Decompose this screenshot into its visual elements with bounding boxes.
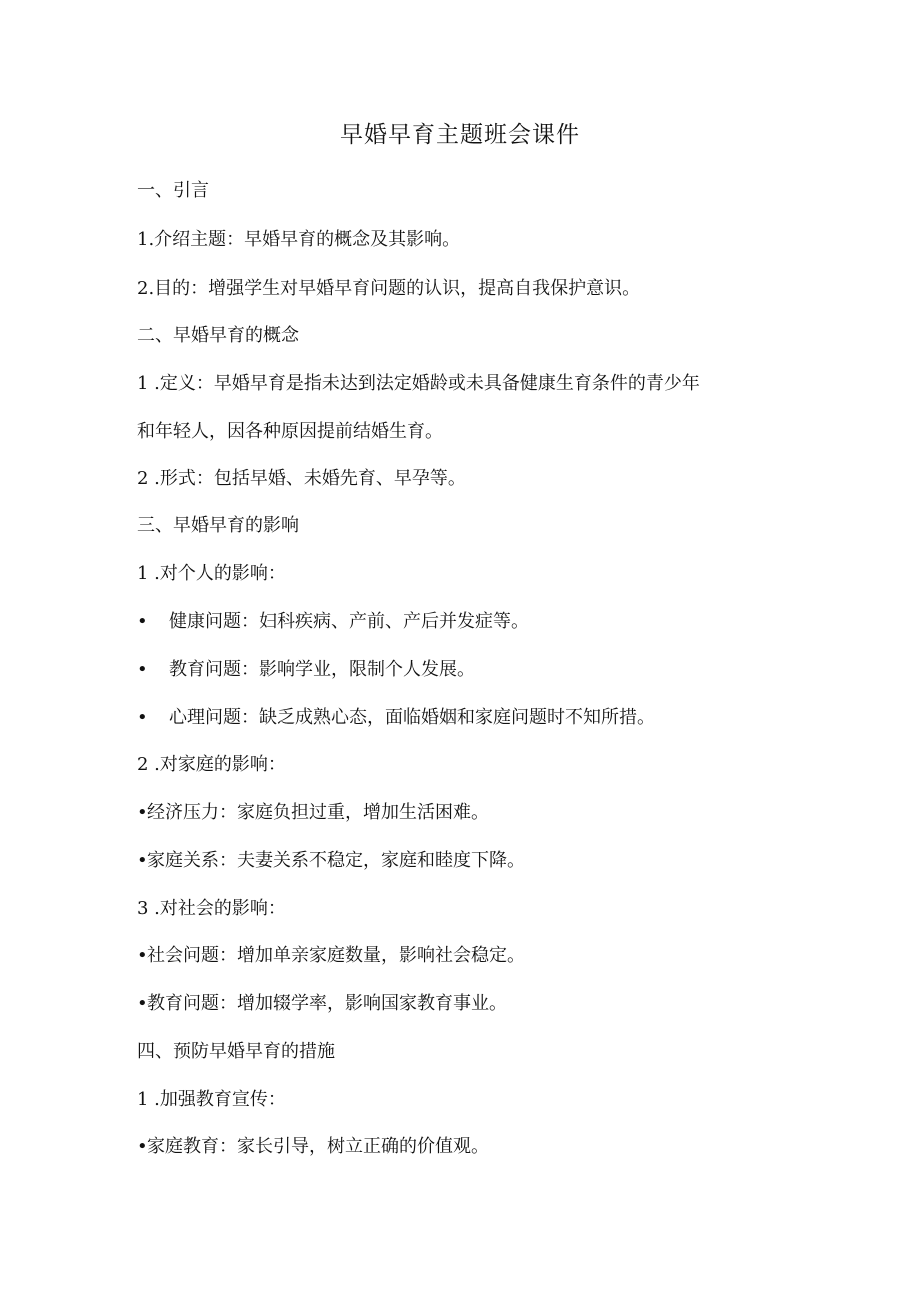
- paragraph-line: 1 .对个人的影响：: [137, 563, 286, 584]
- bullet-icon: •: [137, 802, 148, 823]
- list-item-text: 家庭关系：夫妻关系不稳定，家庭和睦度下降。: [147, 850, 525, 871]
- list-item: [137, 1134, 489, 1160]
- list-item: [137, 943, 525, 969]
- bullet-icon: •: [137, 1136, 148, 1157]
- list-item: [137, 705, 655, 731]
- list-item: [137, 991, 507, 1017]
- paragraph-line: 1.介绍主题：早婚早育的概念及其影响。: [137, 229, 461, 250]
- paragraph-line: 和年轻人，因各种原因提前结婚生育。: [137, 421, 443, 442]
- bullet-icon: •: [137, 611, 148, 632]
- paragraph-line: 3 .对社会的影响：: [137, 898, 286, 919]
- list-item: [137, 609, 529, 635]
- paragraph-line: 2.目的：增强学生对早婚早育问题的认识，提高自我保护意识。: [137, 278, 641, 299]
- paragraph-line: 2 .对家庭的影响：: [137, 754, 286, 775]
- list-item-text: 教育问题：影响学业，限制个人发展。: [169, 659, 475, 680]
- list-item: [137, 800, 489, 826]
- paragraph-line: 2 .形式：包括早婚、未婚先育、早孕等。: [137, 468, 466, 489]
- bullet-icon: •: [137, 659, 148, 680]
- paragraph-line: 1 .加强教育宣传：: [137, 1089, 286, 1110]
- document-title: 早婚早育主题班会课件: [340, 122, 580, 148]
- list-item-text: 健康问题：妇科疾病、产前、产后并发症等。: [169, 611, 529, 632]
- list-item: [137, 657, 475, 683]
- list-item-text: 心理问题：缺乏成熟心态，面临婚姻和家庭问题时不知所措。: [169, 707, 655, 728]
- bullet-icon: •: [137, 993, 148, 1014]
- section-heading-impact: 三、早婚早育的影响: [137, 515, 299, 536]
- list-item-text: 教育问题：增加辍学率，影响国家教育事业。: [147, 993, 507, 1014]
- list-item: [137, 848, 525, 874]
- section-heading-intro: 一、引言: [137, 180, 209, 201]
- paragraph-line: 1 .定义：早婚早育是指未达到法定婚龄或未具备健康生育条件的青少年: [137, 373, 700, 394]
- bullet-icon: •: [137, 850, 148, 871]
- bullet-icon: •: [137, 707, 148, 728]
- list-item-text: 家庭教育：家长引导，树立正确的价值观。: [147, 1136, 489, 1157]
- list-item-text: 社会问题：增加单亲家庭数量，影响社会稳定。: [147, 945, 525, 966]
- list-item-text: 经济压力：家庭负担过重，增加生活困难。: [147, 802, 489, 823]
- bullet-icon: •: [137, 945, 148, 966]
- section-heading-prevention: 四、预防早婚早育的措施: [137, 1041, 335, 1062]
- section-heading-concept: 二、早婚早育的概念: [137, 325, 299, 346]
